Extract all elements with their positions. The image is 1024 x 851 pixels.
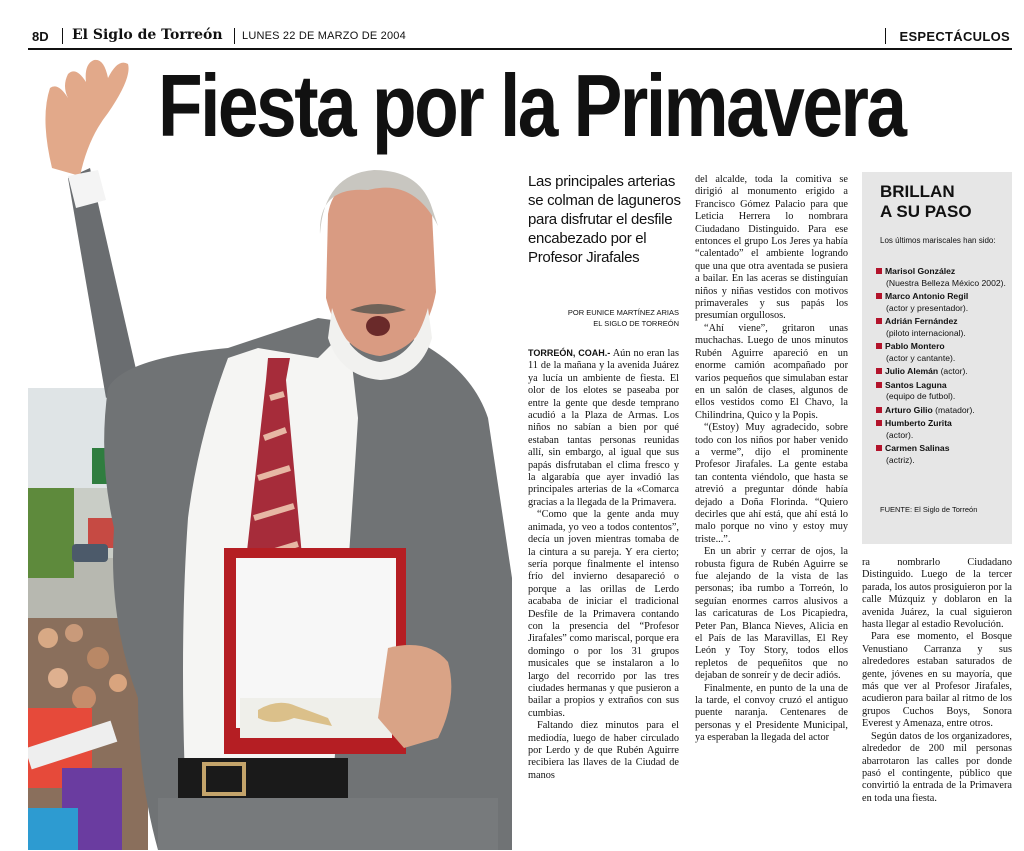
bullet-square-icon — [876, 445, 882, 451]
list-item — [876, 341, 1008, 364]
bullet-square-icon — [876, 382, 882, 388]
article-paragraph: Finalmente, en punto de la una de la tarde, el convoy cruzó el antiguo puente naranja. Centenares de personas y el Presidente Municipal, ya esperaban la llegada del actor — [695, 682, 848, 744]
article-paragraph: Para ese momento, el Bosque Venustiano Carranza y sus alrededores estaban saturados de gente, jóvenes en su mayoría, que más que ver al Profesor Jirafales, acudieron para bailar al ritmo de los grupos Cuchos Boys, Sonora Everest y Amenaza, entre otros. — [862, 631, 1012, 730]
issue-date: LUNES 22 DE MARZO DE 2004 — [242, 30, 406, 42]
dateline: TORREÓN, COAH.- — [528, 348, 611, 358]
item-description: (equipo de futbol). — [886, 391, 956, 401]
header-divider — [234, 28, 235, 44]
paragraph-text: Aún no eran las 11 de la mañana y la avenida Juárez ya lucía un ambiente de fiesta. El olor de los elotes se paseaba por entre la gente que desde temprano acudió a la Plaza de Armas. Los niños no sabían a bien por qué estaban tantas personas reunidas allí, sin embargo, al igual que sus papás disfrutaban el clima fresco y la algarabía que ayer invadió las principales arterias de la «Comarca gracias a la llegada de la Primavera. — [528, 348, 679, 508]
item-description: (matador). — [935, 404, 975, 415]
bullet-square-icon — [876, 368, 882, 374]
mariscales-list — [876, 266, 1008, 468]
page-number: 8D — [32, 29, 49, 44]
list-item — [876, 316, 1008, 339]
subheadline: Las principales arterias se colman de laguneros para disfrutar el desfile encabezado por el Profesor Jirafales — [528, 173, 681, 266]
item-name: Arturo Gilio — [885, 404, 933, 415]
item-description: (actor y cantante). — [886, 352, 956, 363]
sidebar-title-line: BRILLAN — [880, 182, 955, 201]
sidebar-source: FUENTE: El Siglo de Torreón — [880, 505, 978, 514]
item-description: (Nuestra Belleza México 2002). — [886, 277, 1006, 288]
article-paragraph: En un abrir y cerrar de ojos, la robusta figura de Rubén Aguirre se fue alejando de la vista de las personas; iba rumbo a Torreón, lo seguían enormes carros alusivos a las caricaturas de Los Picapiedra, Peter Pan, Blanca Nieves, Alicia en el País de las Maravillas, El Rey León y Toy Story, todos ellos repletos de pequeñitos que no dejaban de sonreír y de decir adiós. — [695, 546, 848, 682]
bullet-square-icon — [876, 343, 882, 349]
article-column-1 — [528, 347, 679, 850]
header-divider — [885, 28, 886, 44]
publication-name: El Siglo de Torreón — [72, 27, 223, 43]
list-item — [876, 405, 1008, 417]
item-description: (actor). — [886, 429, 914, 440]
item-name: Julio Alemán — [885, 366, 939, 376]
item-name: Adrián Fernández — [885, 316, 958, 326]
sidebar-title — [880, 182, 972, 222]
bullet-square-icon — [876, 420, 882, 426]
sidebar-intro: Los últimos mariscales han sido: — [880, 236, 996, 245]
article-paragraph: Según datos de los organizadores, alrededor de 200 mil personas abarrotaron las calles por donde pasó el contingente, público que convirtió la entrada de la Primavera en toda una fiesta. — [862, 730, 1012, 804]
article-column-2 — [695, 174, 848, 850]
article-paragraph — [528, 347, 679, 509]
article-paragraph: “Como que la gente anda muy animada, yo veo a todos contentos”, decía un joven mientras tomaba de la cintura a su pareja. Y era cierto; sería porque finalmente el intenso frío del invierno desapareció o porque a las orillas de Lerdo acababa de iniciar el tradicional Desfile de la Primavera contando con la presencia del “Profesor Jirafales” como mariscal, porque era domingo o por los 31 grupos musicales que se instalaron a lo largo del recorrido por las tres ciudades hermanas y que pusieron a bailar a propios y extraños con sus cumbias. — [528, 509, 679, 719]
main-photo — [28, 58, 512, 850]
section-name: ESPECTÁCULOS — [899, 29, 1010, 44]
item-name: Marisol González — [885, 266, 956, 276]
list-item — [876, 291, 1008, 314]
sidebar-box — [862, 172, 1012, 544]
byline — [528, 307, 679, 329]
bullet-square-icon — [876, 318, 882, 324]
bullet-square-icon — [876, 407, 882, 413]
article-paragraph: “Ahí viene”, gritaron unas muchachas. Luego de unos minutos Rubén Aguirre apareció en un enorme camión acompañado por varios pequeños que simulaban estar en un salón de clases, algunos de ellos vestidos como El Chavo, la Chilindrina, Quico y la Popis. — [695, 322, 848, 421]
article-column-3 — [862, 557, 1012, 850]
item-description: (actor y presentador). — [886, 302, 969, 313]
byline-author: POR EUNICE MARTÍNEZ ARIAS — [567, 308, 679, 317]
sidebar-title-line: A SU PASO — [880, 202, 972, 221]
headline: Fiesta por la Primavera — [158, 56, 905, 155]
list-item — [876, 418, 1008, 441]
bullet-square-icon — [876, 293, 882, 299]
item-description: (actor). — [940, 366, 968, 376]
item-description: (actriz). — [886, 454, 915, 465]
list-item — [876, 443, 1008, 466]
article-paragraph: del alcalde, toda la comitiva se dirigió al monumento erigido a Francisco Gómez Palacio para que Leticia Herrera lo nombrara Ciudadano Distinguido. Para ese entonces el grupo Los Jeres ya había “calentado” el ambiente logrando que una que otra aventada se pusiera a bailar. En las aceras se distinguían niños y niñas vestidos con motivos primaverales y sus papás los presumían orgullosos. — [695, 174, 848, 322]
bullet-square-icon — [876, 268, 882, 274]
article-paragraph: Faltando diez minutos para el mediodía, luego de haber circulado por Lerdo y de que Rubén Aguirre recibiera las llaves de la Ciudad de manos — [528, 720, 679, 781]
item-name: Santos Laguna — [885, 379, 947, 390]
header-divider — [62, 28, 63, 44]
article-paragraph: “(Estoy) Muy agradecido, sobre todo con los niños por haber venido a verme”, dijo el prominente Profesor Jirafales. La gente estaba tan contenta viéndolo, que hasta se atrevió a preguntar dónde había dejado a Doña Florinda. “Quiero decirles que ahí está, que ahí está lo malo porque no vino y estoy muy triste...”. — [695, 422, 848, 545]
item-name: Marco Antonio Regil — [885, 291, 969, 301]
list-item — [876, 266, 1008, 289]
item-name: Humberto Zurita — [885, 418, 952, 428]
item-name: Pablo Montero — [885, 341, 945, 351]
article-paragraph: ra nombrarlo Ciudadano Distinguido. Luego de la tercer parada, los autos prosiguieron por la calle Múzquiz y doblaron en la avenida Juárez, la cual siguieron hasta llegar al estadio Revolución. — [862, 557, 1012, 631]
item-description: (piloto internacional). — [886, 327, 966, 338]
list-item — [876, 366, 1008, 378]
byline-outlet: EL SIGLO DE TORREÓN — [593, 319, 679, 328]
page-header — [28, 26, 1012, 50]
item-name: Carmen Salinas — [885, 443, 950, 453]
list-item — [876, 380, 1008, 403]
